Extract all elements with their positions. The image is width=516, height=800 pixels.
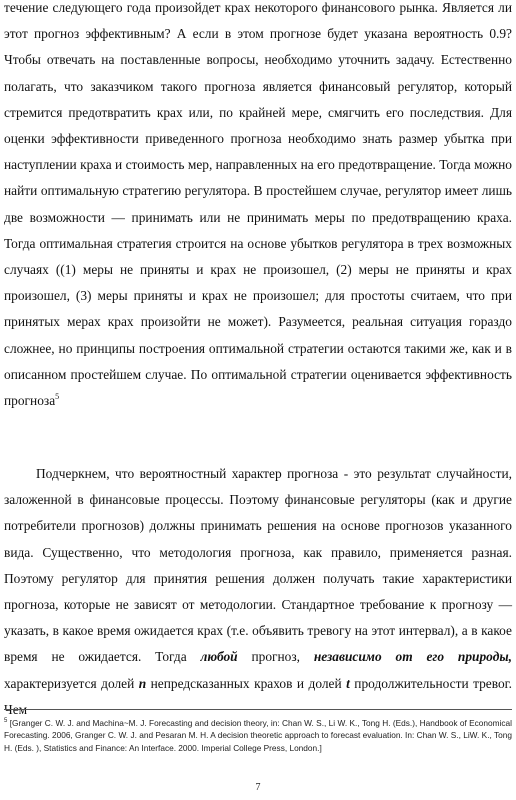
- footnote: [4, 717, 512, 754]
- emphasis-any: любой: [200, 649, 238, 665]
- paragraph-2-text-part3: характеризуется долей: [4, 675, 139, 691]
- paragraph-2: [4, 461, 512, 723]
- paragraph-2-text-part2: прогноз,: [237, 649, 314, 665]
- paragraph-2-text-part5: продолжительности тревог. Чем: [4, 675, 512, 717]
- footnote-separator: [4, 709, 512, 710]
- paragraph-2-text-part4: непредсказанных крахов и долей: [146, 675, 347, 691]
- variable-n: n: [138, 675, 147, 691]
- paragraph-1-body: [4, 0, 512, 414]
- footnote-text: [Granger C. W. J. and Machina~M. J. Forecasting and decision theory, in: Chan W. S., Li W. K., Tong H. (Eds.), Handbook of Economical Forecasting. 2006, Granger C. W. J. and Pesaran M. H. A decision theoretic approach to forecast evaluation. In: Chan W. S., LiW. K., Tong H. (Eds. ), Statistics and Finance: An Interface. 2000. Imperial College Press, London.]: [4, 718, 512, 753]
- emphasis-regardless-of-nature: независимо от его природы,: [313, 649, 512, 665]
- footnote-marker: 5: [4, 718, 8, 724]
- variable-t: t: [346, 675, 350, 691]
- paragraph-2-text-part1: Подчеркнем, что вероятностный характер прогноза - это результат случайности, заложенной в финансовые процессы. Поэтому финансовые регуляторы (как и другие потребители прогнозов) должны принимать решения на основе прогнозов указанного вида. Существенно, что методология прогноза, как правило, применяется разная. Поэтому регулятор для принятия решения должен получать такие характеристики прогноза, которые не зависят от методологии. Стандартное требование к прогнозу — указать, в какое время ожидается крах (т.е. объявить тревогу на этот интервал), а в какое время не ожидается. Тогда: [4, 466, 512, 665]
- paragraph-2-body: [4, 461, 512, 723]
- page-number: 7: [255, 782, 261, 793]
- paragraph-1: [4, 0, 512, 414]
- footnote-reference: 5: [55, 392, 60, 402]
- paragraph-1-text: течение следующего года произойдет крах некоторого финансового рынка. Является ли этот прогноз эффективным? А если в этом прогнозе будет указана вероятность 0.9? Чтобы отвечать на поставленные вопросы, необходимо уточнить задачу. Естественно полагать, что заказчиком такого прогноза является финансовый регулятор, который стремится предотвратить крах или, по крайней мере, смягчить его последствия. Для оценки эффективности приведенного прогноза необходимо знать размер убытка при наступлении краха и стоимость мер, направленных на его предотвращение. Тогда можно найти оптимальную стратегию регулятора. В простейшем случае, регулятор имеет лишь две возможности — принимать или не принимать меры по предотвращению краха. Тогда оптимальная стратегия строится на основе убытков регулятора в трех возможных случаях ((1) меры не приняты и крах не произошел, (2) меры не приняты и крах произошел, (3) меры приняты и крах не произошел; для простоты считаем, что при принятых мерах крах произойти не может). Разумеется, реальная ситуация гораздо сложнее, но принципы построения оптимальной стратегии остаются такими же, как и в описанном простейшем случае. По оптимальной стратегии оценивается эффективность прогноза: [4, 0, 512, 409]
